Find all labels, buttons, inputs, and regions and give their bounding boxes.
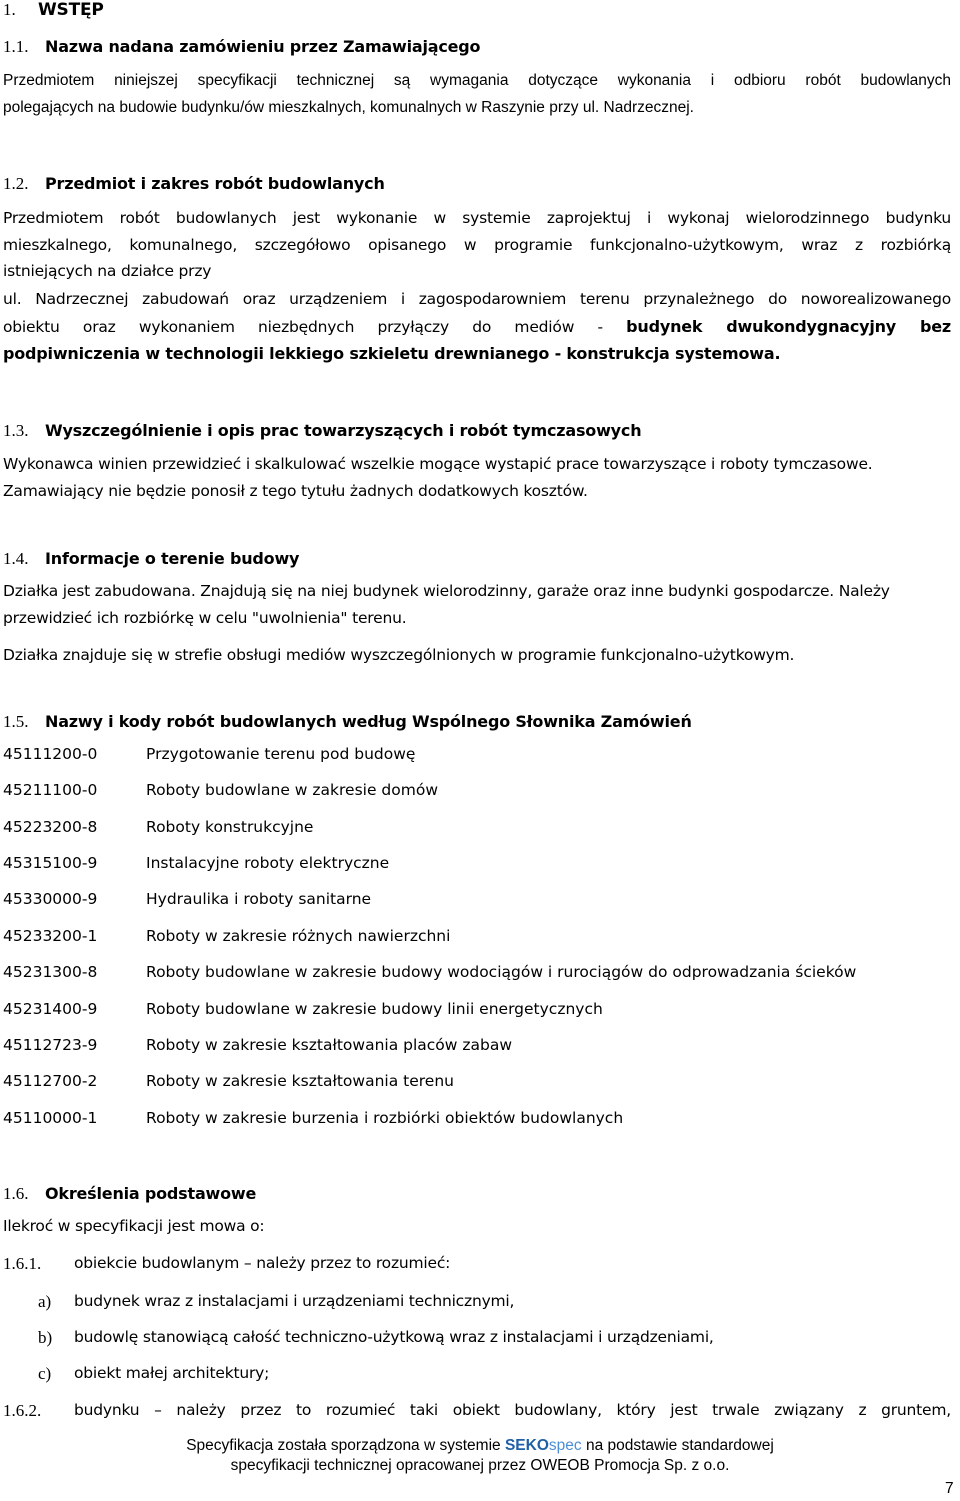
cpv-name: Przygotowanie terenu pod budowę: [146, 745, 416, 763]
section-1-3-title: Wyszczególnienie i opis prac towarzyszących i robót tymczasowych: [45, 421, 642, 440]
section-1-1-line-2: polegających na budowie budynku/ów mieszkalnych, komunalnych w Raszynie przy ul. Nadrzecznej.: [3, 99, 694, 116]
definition-1-6-2-number: 1.6.2.: [3, 1401, 42, 1420]
cpv-name: Roboty w zakresie kształtowania placów zabaw: [146, 1036, 513, 1054]
section-1-2-line-1: Przedmiotem robót budowlanych jest wykonanie w systemie zaprojektuj i wykonaj wielorodzinnego budynku: [3, 209, 951, 227]
definition-1-6-1-text: obiekcie budowlanym – należy przez to rozumieć:: [74, 1254, 451, 1272]
cpv-code: 45110000-1: [3, 1109, 98, 1127]
list-item-letter: c): [38, 1364, 52, 1383]
cpv-code: 45231300-8: [3, 963, 98, 981]
sekospec-logo-suffix: spec: [548, 1437, 582, 1454]
cpv-code: 45112700-2: [3, 1072, 98, 1090]
section-1-2-line-5-normal: obiektu oraz wykonaniem niezbędnych przyłączy do mediów -: [3, 318, 627, 336]
section-1-2-line-5-bold: budynek dwukondygnacyjny bez: [626, 317, 951, 336]
section-1-1-number: 1.1.: [3, 37, 29, 56]
section-1-2-line-4: ul. Nadrzecznej zabudowań oraz urządzeniem i zagospodarowniem terenu przynależnego do noworealizowanego: [3, 290, 951, 308]
cpv-code: 45223200-8: [3, 818, 98, 836]
section-1-6-title: Określenia podstawowe: [45, 1184, 257, 1203]
section-1-4-line-3: Działka znajduje się w strefie obsługi mediów wyszczególnionych w programie funkcjonalno-użytkowym.: [3, 646, 795, 664]
list-item-letter: a): [38, 1292, 52, 1311]
cpv-name: Roboty w zakresie różnych nawierzchni: [146, 927, 451, 945]
cpv-name: Roboty w zakresie kształtowania terenu: [146, 1072, 454, 1090]
section-1-number: 1.: [3, 0, 16, 19]
section-1-2-line-2: mieszkalnego, komunalnego, szczegółowo opisanego w programie funkcjonalno-użytkowym, wraz z rozbiórką: [3, 236, 951, 254]
list-item-text: budowlę stanowiącą całość techniczno-użytkową wraz z instalacjami i urządzeniami,: [74, 1328, 714, 1346]
cpv-code: 45233200-1: [3, 927, 98, 945]
section-1-1-line-1: Przedmiotem niniejszej specyfikacji technicznej są wymagania dotyczące wykonania i odbioru robót budowlanych: [3, 72, 951, 89]
cpv-name: Roboty budowlane w zakresie budowy wodociągów i rurociągów do odprowadzania ścieków: [146, 963, 857, 981]
cpv-name: Roboty budowlane w zakresie budowy linii energetycznych: [146, 1000, 603, 1018]
section-1-6-number: 1.6.: [3, 1184, 29, 1203]
cpv-code: 45111200-0: [3, 745, 98, 763]
cpv-name: Hydraulika i roboty sanitarne: [146, 890, 372, 908]
footer-text-post: na podstawie standardowej: [581, 1437, 774, 1454]
section-1-5-number: 1.5.: [3, 712, 29, 731]
section-1-3-line-1: Wykonawca winien przewidzieć i skalkulować wszelkie mogące wystapić prace towarzyszące i roboty tymczasowe.: [3, 455, 873, 473]
cpv-code: 45112723-9: [3, 1036, 98, 1054]
page-footer: [0, 1436, 960, 1476]
page-number: 7: [945, 1480, 954, 1497]
cpv-name: Roboty budowlane w zakresie domów: [146, 781, 439, 799]
section-1-2-number: 1.2.: [3, 174, 29, 193]
section-1-2-title: Przedmiot i zakres robót budowlanych: [45, 174, 385, 193]
list-item-text: budynek wraz z instalacjami i urządzeniami technicznymi,: [74, 1292, 515, 1310]
cpv-code: 45231400-9: [3, 1000, 98, 1018]
section-1-3-number: 1.3.: [3, 421, 29, 440]
cpv-name: Roboty w zakresie burzenia i rozbiórki obiektów budowlanych: [146, 1109, 624, 1127]
section-1-2-line-6: podpiwniczenia w technologii lekkiego szkieletu drewnianego - konstrukcja systemowa.: [3, 344, 781, 363]
section-1-1-title: Nazwa nadana zamówieniu przez Zamawiającego: [45, 37, 481, 56]
cpv-code: 45211100-0: [3, 781, 98, 799]
section-1-title: WSTĘP: [38, 0, 104, 20]
definition-1-6-1-number: 1.6.1.: [3, 1254, 42, 1273]
cpv-code: 45330000-9: [3, 890, 98, 908]
cpv-name: Instalacyjne roboty elektryczne: [146, 854, 390, 872]
footer-line-2: specyfikacji technicznej opracowanej przez OWEOB Promocja Sp. z o.o.: [230, 1457, 730, 1474]
sekospec-logo: SEKO: [504, 1437, 549, 1454]
section-1-4-number: 1.4.: [3, 549, 29, 568]
section-1-2-line-5: [3, 317, 951, 336]
section-1-4-title: Informacje o terenie budowy: [45, 549, 300, 568]
definition-1-6-2-text: budynku – należy przez to rozumieć taki obiekt budowlany, który jest trwale związany z gruntem,: [74, 1401, 951, 1419]
section-1-4-line-1: Działka jest zabudowana. Znajdują się na niej budynek wielorodzinny, garaże oraz inne budynki gospodarcze. Należy: [3, 582, 890, 600]
section-1-6-intro: Ilekroć w specyfikacji jest mowa o:: [3, 1217, 265, 1235]
list-item-text: obiekt małej architektury;: [74, 1364, 270, 1382]
section-1-2-line-3: istniejących na działce przy: [3, 262, 212, 280]
section-1-5-title: Nazwy i kody robót budowlanych według Wspólnego Słownika Zamówień: [45, 712, 692, 731]
footer-text-pre: Specyfikacja została sporządzona w systemie: [186, 1437, 505, 1454]
section-1-4-line-2: przewidzieć ich rozbiórkę w celu "uwolnienia" terenu.: [3, 609, 407, 627]
cpv-name: Roboty konstrukcyjne: [146, 818, 314, 836]
list-item-letter: b): [38, 1328, 53, 1347]
cpv-code: 45315100-9: [3, 854, 98, 872]
section-1-3-line-2: Zamawiający nie będzie ponosił z tego tytułu żadnych dodatkowych kosztów.: [3, 482, 588, 500]
footer-line-1: [0, 1436, 960, 1456]
